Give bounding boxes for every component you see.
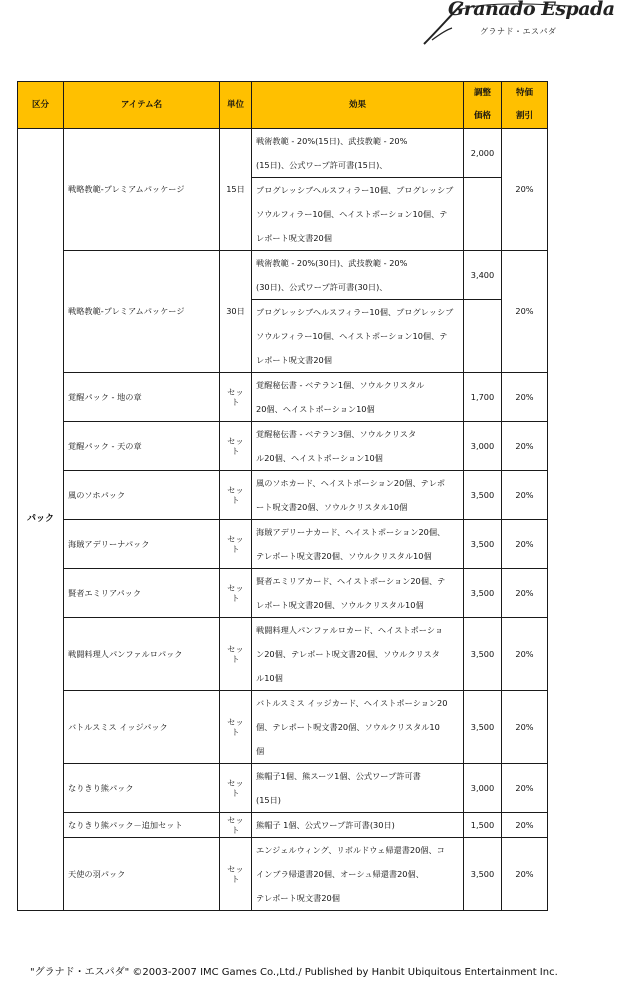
item-unit: 30日	[220, 251, 252, 373]
item-discount: 20%	[502, 813, 548, 838]
effect-line: レポート呪文書20個、ソウルクリスタル10個	[256, 600, 424, 610]
effect-line: インブラ帰還書20個、オーシュ帰還書20個、	[256, 869, 424, 879]
item-effect	[252, 618, 464, 691]
item-price-table	[17, 81, 548, 911]
item-unit: セット	[220, 618, 252, 691]
effect-line: プログレッシブヘルスフィラー10個、プログレッシブ	[256, 307, 454, 317]
item-effect	[252, 520, 464, 569]
item-unit: セット	[220, 520, 252, 569]
table-row	[18, 471, 548, 520]
item-name: 風のソホパック	[64, 471, 220, 520]
effect-line: レポート呪文書20個	[256, 233, 332, 243]
item-name: バトルスミス イッジパック	[64, 691, 220, 764]
header-discount-line1: 特価	[515, 88, 533, 98]
item-name: 覚醒パック - 地の章	[64, 373, 220, 422]
table-row	[18, 422, 548, 471]
effect-line: ル10個	[256, 673, 283, 683]
item-discount: 20%	[502, 764, 548, 813]
effect-line: 戦闘料理人パンファルロカード、ヘイストポーショ	[256, 625, 444, 635]
item-name: 賢者エミリアパック	[64, 569, 220, 618]
effect-line: テレポート呪文書20個	[256, 893, 340, 903]
item-name: 海賊アデリーナパック	[64, 520, 220, 569]
table-row	[18, 813, 548, 838]
effect-line: バトルスミス イッジカード、ヘイストポーション20	[256, 698, 448, 708]
item-unit: セット	[220, 838, 252, 911]
item-effect	[252, 691, 464, 764]
effect-line: (15日)	[256, 795, 281, 805]
table-row	[18, 764, 548, 813]
logo-title: Granado Espada	[448, 0, 615, 20]
item-effect	[252, 300, 464, 373]
effect-line: 賢者エミリアカード、ヘイストポーション20個、テ	[256, 576, 446, 586]
item-unit: セット	[220, 569, 252, 618]
effect-line: ソウルフィラー10個、ヘイストポーション10個、テ	[256, 209, 448, 219]
effect-line: 風のソホカード、ヘイストポーション20個、テレポ	[256, 478, 446, 488]
item-name: 戦闘料理人パンファルロパック	[64, 618, 220, 691]
item-price: 3,500	[464, 691, 502, 764]
item-effect	[252, 471, 464, 520]
item-effect	[252, 764, 464, 813]
item-discount: 20%	[502, 373, 548, 422]
effect-line: ン20個、テレポート呪文書20個、ソウルクリスタ	[256, 649, 440, 659]
effect-line: ソウルフィラー10個、ヘイストポーション10個、テ	[256, 331, 448, 341]
item-price: 3,500	[464, 520, 502, 569]
effect-line: ート呪文書20個、ソウルクリスタル10個	[256, 502, 408, 512]
item-price: 2,000	[464, 129, 502, 178]
item-name: なりきり熊パック－追加セット	[64, 813, 220, 838]
item-discount: 20%	[502, 251, 548, 373]
item-unit: 15日	[220, 129, 252, 251]
logo-subtitle: グラナド・エスパダ	[480, 27, 557, 36]
item-effect	[252, 569, 464, 618]
item-name: 戦略教範-プレミアムパッケージ	[64, 129, 220, 251]
effect-line: テレポート呪文書20個、ソウルクリスタル10個	[256, 551, 432, 561]
table-row	[18, 373, 548, 422]
item-discount: 20%	[502, 691, 548, 764]
item-unit: セット	[220, 813, 252, 838]
item-unit: セット	[220, 373, 252, 422]
effect-line: プログレッシブヘルスフィラー10個、プログレッシブ	[256, 185, 454, 195]
item-name: 天使の羽パック	[64, 838, 220, 911]
granado-espada-logo	[418, 0, 615, 46]
item-unit: セット	[220, 764, 252, 813]
item-price: 3,500	[464, 569, 502, 618]
header-effect: 効果	[252, 82, 464, 129]
effect-line: ル20個、ヘイストポーション10個	[256, 453, 383, 463]
table-row	[18, 251, 548, 300]
effect-line: 熊帽子1個、熊スーツ1個、公式ワープ許可書	[256, 771, 421, 781]
effect-line: 海賊アデリーナカード、ヘイストポーション20個、	[256, 527, 446, 537]
item-effect	[252, 373, 464, 422]
header-price	[464, 82, 502, 129]
item-effect	[252, 813, 464, 838]
table-header-row	[18, 82, 548, 129]
effect-line: (15日)、公式ワープ許可書(15日)、	[256, 160, 388, 170]
item-price: 1,500	[464, 813, 502, 838]
effect-line: エンジェルウィング、リボルドウェ帰還書20個、コ	[256, 845, 445, 855]
item-effect	[252, 129, 464, 178]
header-unit: 単位	[220, 82, 252, 129]
item-effect	[252, 422, 464, 471]
item-price: 3,000	[464, 422, 502, 471]
item-name: 戦略教範-プレミアムパッケージ	[64, 251, 220, 373]
effect-line: 20個、ヘイストポーション10個	[256, 404, 375, 414]
header-item-name: アイテム名	[64, 82, 220, 129]
table-row	[18, 569, 548, 618]
header-discount	[502, 82, 548, 129]
header-category: 区分	[18, 82, 64, 129]
item-effect	[252, 838, 464, 911]
item-unit: セット	[220, 422, 252, 471]
effect-line: レポート呪文書20個	[256, 355, 332, 365]
header-discount-line2: 割引	[515, 111, 533, 121]
item-price: 3,500	[464, 838, 502, 911]
effect-line: 戦術教範 - 20%(15日)、武技教範 - 20%	[256, 136, 408, 146]
copyright-footer: "グラナド・エスパダ" ©2003-2007 IMC Games Co.,Ltd./ Published by Hanbit Ubiquitous Entertainment Inc.	[30, 967, 558, 978]
item-discount: 20%	[502, 422, 548, 471]
header-price-line2: 価格	[473, 111, 491, 121]
effect-line: 戦術教範 - 20%(30日)、武技教範 - 20%	[256, 258, 408, 268]
effect-line: 覚醒秘伝書 - ベテラン1個、ソウルクリスタル	[256, 380, 425, 390]
item-price: 3,000	[464, 764, 502, 813]
item-name: 覚醒パック - 天の章	[64, 422, 220, 471]
item-discount: 20%	[502, 569, 548, 618]
effect-line: 覚醒秘伝書 - ベテラン3個、ソウルクリスタ	[256, 429, 417, 439]
item-price: 1,700	[464, 373, 502, 422]
table-row	[18, 520, 548, 569]
effect-line: 熊帽子 1個、公式ワープ許可書(30日)	[256, 820, 395, 830]
item-unit: セット	[220, 691, 252, 764]
item-name: なりきり熊パック	[64, 764, 220, 813]
item-unit: セット	[220, 471, 252, 520]
item-discount: 20%	[502, 520, 548, 569]
item-discount: 20%	[502, 838, 548, 911]
item-discount: 20%	[502, 471, 548, 520]
item-effect	[252, 251, 464, 300]
table-row	[18, 618, 548, 691]
table-row	[18, 129, 548, 178]
table-row	[18, 838, 548, 911]
table-row	[18, 691, 548, 764]
category-cell: パック	[18, 129, 64, 911]
item-discount: 20%	[502, 129, 548, 251]
item-effect	[252, 178, 464, 251]
effect-line: 個、テレポート呪文書20個、ソウルクリスタル10	[256, 722, 440, 732]
item-price: 3,500	[464, 471, 502, 520]
item-discount: 20%	[502, 618, 548, 691]
header-price-line1: 調整	[473, 88, 491, 98]
item-price: 3,400	[464, 251, 502, 300]
effect-line: (30日)、公式ワープ許可書(30日)、	[256, 282, 388, 292]
item-price-empty	[464, 178, 502, 251]
effect-line: 個	[256, 746, 265, 756]
item-price-empty	[464, 300, 502, 373]
item-price: 3,500	[464, 618, 502, 691]
